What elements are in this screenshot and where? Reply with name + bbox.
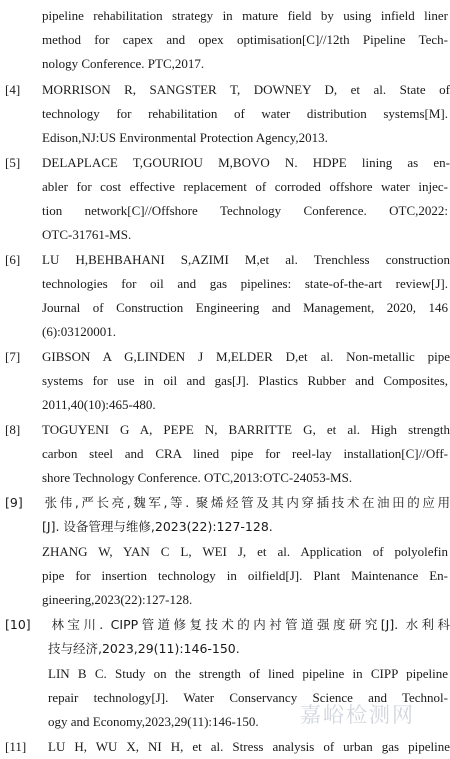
reference-9-number: [9] bbox=[5, 495, 23, 510]
reference-6-line-3: Journal of Construction Engineering and Management, 2020, 146 bbox=[42, 300, 448, 315]
reference-4-number: [4] bbox=[5, 82, 21, 97]
reference-6-line-4: (6):03120001. bbox=[42, 324, 117, 339]
reference-10-line-3: LIN B C. Study on the strength of lined pipeline in CIPP pipeline bbox=[48, 666, 448, 681]
watermark: 嘉峪检测网 bbox=[300, 703, 415, 727]
reference-3-line-3: nology Conference. PTC,2017. bbox=[42, 56, 205, 71]
reference-6-line-1: LU H,BEHBAHANI S,AZIMI M,et al. Trenchless construction bbox=[42, 252, 450, 267]
reference-10-line-1: 林宝川. CIPP管道修复技术的内衬管道强度研究[J]. 水利科 bbox=[48, 617, 450, 632]
reference-7-line-1: GIBSON A G,LINDEN J M,ELDER D,et al. Non-metallic pipe bbox=[42, 349, 450, 364]
reference-6-number: [6] bbox=[5, 252, 21, 267]
reference-6-first-line bbox=[5, 248, 450, 272]
reference-7-first-line bbox=[5, 345, 450, 369]
reference-4-line-3: Edison,NJ:US Environmental Protection Agency,2013. bbox=[42, 130, 328, 145]
reference-7-line-2: systems for use in oil and gas[J]. Plastics Rubber and Composites, bbox=[42, 373, 448, 388]
reference-9-line-1: 张伟,严长亮,魏军,等. 聚烯烃管及其内穿插技术在油田的应用 bbox=[42, 495, 450, 510]
reference-5-line-2: abler for cost effective replacement of corroded offshore water injec- bbox=[42, 179, 448, 194]
reference-4-first-line bbox=[5, 78, 450, 102]
reference-11-line-1: LU H, WU X, NI H, et al. Stress analysis of urban gas pipeline bbox=[48, 739, 450, 754]
reference-9-line-2: [J]. 设备管理与维修,2023(22):127-128. bbox=[42, 519, 273, 534]
reference-10-line-5: ogy and Economy,2023,29(11):146-150. bbox=[48, 714, 259, 729]
reference-4-line-2: technology for rehabilitation of water distribution systems[M]. bbox=[42, 106, 448, 121]
reference-9-first-line bbox=[5, 491, 450, 515]
reference-4-line-1: MORRISON R, SANGSTER T, DOWNEY D, et al. State of bbox=[42, 82, 450, 97]
reference-10-line-2: 技与经济,2023,29(11):146-150. bbox=[48, 641, 240, 656]
reference-8-line-2: carbon steel and CRA lined pipe for reel-lay installation[C]//Off- bbox=[42, 446, 448, 461]
reference-9-line-3: ZHANG W, YAN C L, WEI J, et al. Application of polyolefin bbox=[42, 544, 448, 559]
reference-3-line-1: pipeline rehabilitation strategy in mature field by using infield liner bbox=[42, 8, 448, 23]
reference-11-first-line bbox=[5, 735, 450, 759]
reference-7-number: [7] bbox=[5, 349, 21, 364]
reference-5-line-4: OTC-31761-MS. bbox=[42, 227, 132, 242]
reference-11-number: [11] bbox=[5, 739, 27, 754]
reference-5-line-3: tion network[C]//Offshore Technology Conference. OTC,2022: bbox=[42, 203, 448, 218]
reference-5-number: [5] bbox=[5, 155, 21, 170]
reference-10-number: [10] bbox=[5, 617, 31, 632]
reference-5-line-1: DELAPLACE T,GOURIOU M,BOVO N. HDPE lining as en- bbox=[42, 155, 450, 170]
reference-9-line-4: pipe for insertion technology in oilfield[J]. Plant Maintenance En- bbox=[42, 568, 448, 583]
reference-8-first-line bbox=[5, 418, 450, 442]
reference-8-line-1: TOGUYENI G A, PEPE N, BARRITTE G, et al. High strength bbox=[42, 422, 450, 437]
reference-6-line-2: technologies for oil and gas pipelines: state-of-the-art review[J]. bbox=[42, 276, 448, 291]
reference-7-line-3: 2011,40(10):465-480. bbox=[42, 397, 156, 412]
reference-8-number: [8] bbox=[5, 422, 21, 437]
reference-10-line-4: repair technology[J]. Water Conservancy Science and Technol- bbox=[48, 690, 448, 705]
reference-3-line-2: method for capex and opex optimisation[C]//12th Pipeline Tech- bbox=[42, 32, 448, 47]
reference-10-first-line bbox=[5, 613, 450, 637]
reference-5-first-line bbox=[5, 151, 450, 175]
reference-9-line-5: gineering,2023(22):127-128. bbox=[42, 592, 193, 607]
reference-8-line-3: shore Technology Conference. OTC,2013:OTC-24053-MS. bbox=[42, 470, 353, 485]
